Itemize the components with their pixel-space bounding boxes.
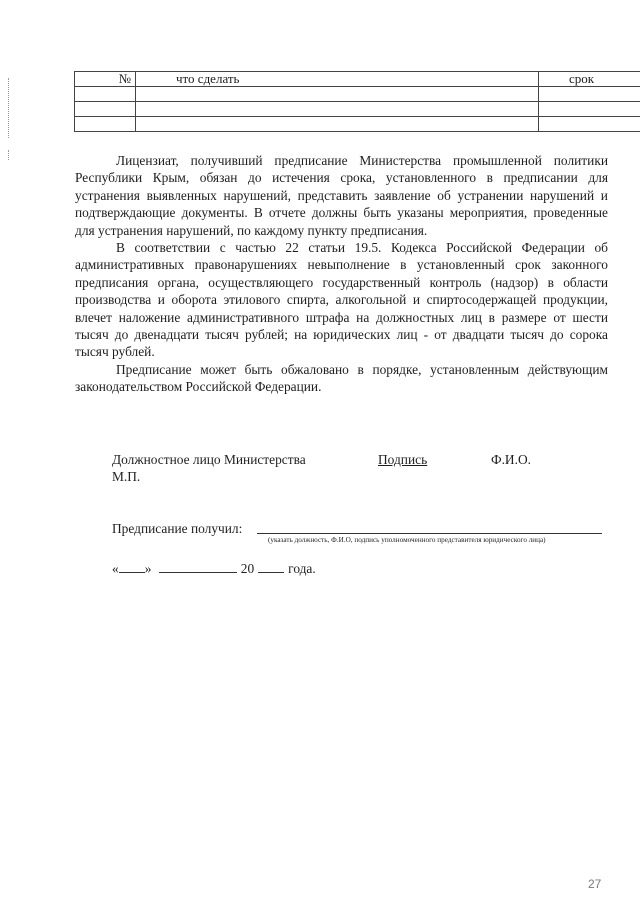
table-header-row bbox=[75, 72, 640, 87]
official-title: Должностное лицо Министерства bbox=[112, 452, 306, 467]
document-body bbox=[75, 152, 608, 396]
text-line: двадцати тысяч до сорока тысяч рублей. bbox=[75, 327, 608, 360]
table-cell bbox=[75, 87, 136, 102]
column-header-due: срок bbox=[539, 72, 640, 87]
text-line: нарушений и подтверждающие документы. В отчете должны быть указаны bbox=[75, 187, 608, 221]
actions-table bbox=[74, 71, 640, 132]
year-blank bbox=[258, 560, 284, 573]
paragraph-licensee-obligation bbox=[75, 152, 608, 239]
table-row bbox=[75, 102, 640, 117]
table-cell bbox=[75, 117, 136, 132]
text-line: Лицензиат, получивший предписание Министерства промышленной политики bbox=[116, 153, 608, 168]
month-blank bbox=[159, 560, 237, 573]
table-cell bbox=[136, 87, 539, 102]
text-line: продукции, влечет наложение административного штрафа на должностных лиц в bbox=[75, 292, 608, 325]
table-cell bbox=[539, 87, 640, 102]
signature-label: Подпись bbox=[378, 452, 428, 467]
text-line: законодательством Российской Федерации. bbox=[75, 379, 322, 395]
full-name-label: Ф.И.О. bbox=[491, 452, 531, 467]
quote-open: « bbox=[112, 561, 119, 576]
day-blank bbox=[119, 560, 145, 573]
paragraph-liability bbox=[75, 239, 608, 361]
table-cell bbox=[136, 117, 539, 132]
table-row bbox=[75, 117, 640, 132]
text-line: предписания органа, осуществляющего государственный контроль (надзор) в bbox=[75, 274, 554, 290]
paragraph-appeal bbox=[75, 361, 608, 396]
text-line: мероприятия, проведенные для устранения нарушений, по каждому пункту bbox=[75, 205, 608, 238]
text-line: Предписание может быть обжаловано в порядке, установленным действующим bbox=[116, 361, 608, 377]
text-line: области производства и оборота этилового спирта, алкогольной и спиртосодержащей bbox=[75, 274, 608, 308]
receipt-signature-line bbox=[257, 533, 602, 534]
stamp-placeholder: М.П. bbox=[112, 469, 141, 484]
date-line bbox=[112, 560, 316, 577]
text-line: размере от шести тысяч до двенадцати тысяч рублей; на юридических лиц - от bbox=[75, 309, 608, 343]
scan-margin-mark bbox=[8, 150, 10, 160]
text-line: устранения выявленных нарушений, представить заявление об устранении bbox=[75, 187, 524, 203]
table-row bbox=[75, 87, 640, 102]
text-line: В соответствии с частью 22 статьи 19.5. Кодекса Российской Федерации об bbox=[116, 240, 608, 256]
century-text: 20 bbox=[240, 561, 255, 576]
quote-close: » bbox=[144, 561, 152, 576]
table-cell bbox=[539, 117, 640, 132]
scan-margin-mark bbox=[8, 78, 10, 138]
table-cell bbox=[539, 102, 640, 117]
receipt-label: Предписание получил: bbox=[112, 521, 243, 536]
table-cell bbox=[136, 102, 539, 117]
page-number: 27 bbox=[588, 877, 602, 891]
receipt-caption: (указать должность, Ф.И.О, подпись уполномоченного представителя юридического лица) bbox=[268, 536, 546, 544]
table-cell bbox=[75, 102, 136, 117]
text-line: предписания. bbox=[350, 222, 428, 238]
text-line: Республики Крым, обязан до истечения срока, установленного в предписании для bbox=[75, 170, 608, 186]
text-line: административных правонарушениях невыполнение в установленный срок законного bbox=[75, 257, 608, 273]
year-suffix: года. bbox=[288, 561, 316, 576]
column-header-task: что сделать bbox=[136, 72, 539, 87]
column-header-number: № bbox=[75, 72, 136, 87]
